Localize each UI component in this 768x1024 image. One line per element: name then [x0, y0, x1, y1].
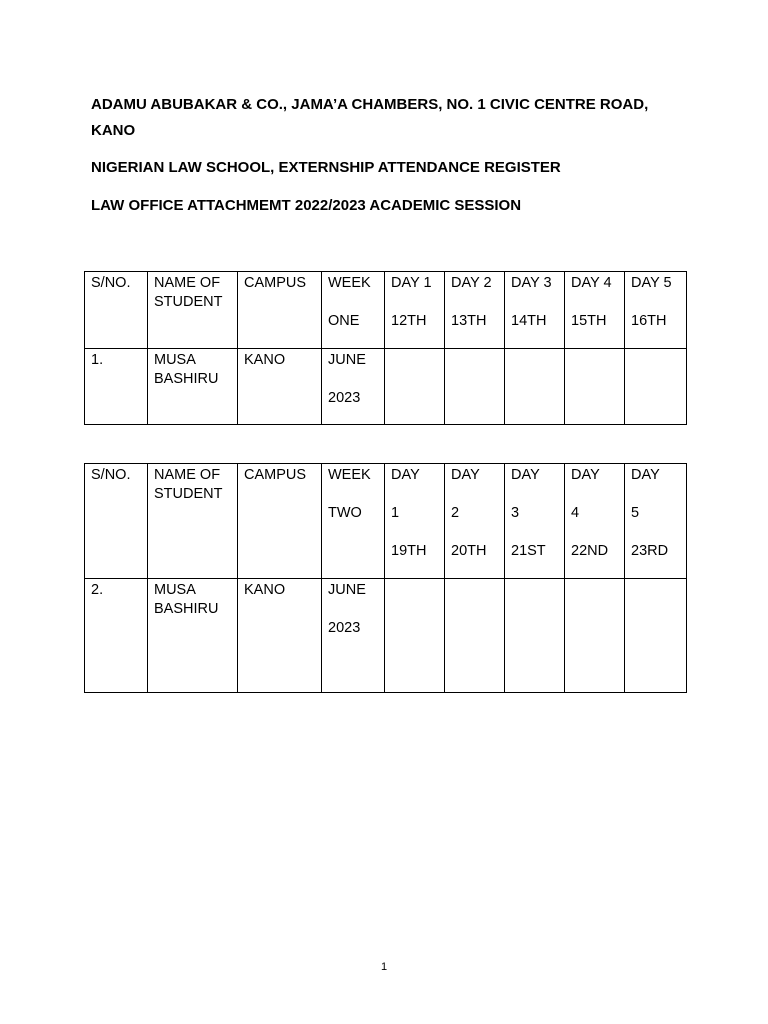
cell-day-2	[445, 349, 505, 425]
cell-week: JUNE 2023	[322, 349, 385, 425]
header-campus: CAMPUS	[238, 272, 322, 349]
cell-day-5	[625, 349, 687, 425]
page-number: 1	[380, 961, 388, 973]
session-title: LAW OFFICE ATTACHMEMT 2022/2023 ACADEMIC SESSION	[91, 197, 522, 214]
header-day-4: DAY 4 15TH	[565, 272, 625, 349]
cell-campus: KANO	[238, 579, 322, 693]
table-header-row	[85, 464, 687, 579]
header-sno: S/NO.	[85, 464, 148, 579]
header-campus: CAMPUS	[238, 464, 322, 579]
header-day-2: DAY 2 20TH	[445, 464, 505, 579]
cell-day-2	[445, 579, 505, 693]
table-row	[85, 349, 687, 425]
cell-sno: 2.	[85, 579, 148, 693]
header-day-3: DAY 3 21ST	[505, 464, 565, 579]
cell-day-1	[385, 579, 445, 693]
header-name: NAME OF STUDENT	[148, 272, 238, 349]
firm-address-line1: ADAMU ABUBAKAR & CO., JAMA’A CHAMBERS, NO. 1 CIVIC CENTRE ROAD,	[91, 96, 649, 113]
attendance-table-week-one	[84, 271, 687, 425]
cell-week: JUNE 2023	[322, 579, 385, 693]
cell-campus: KANO	[238, 349, 322, 425]
cell-student-name: MUSA BASHIRU	[148, 349, 238, 425]
cell-day-4	[565, 579, 625, 693]
header-day-3: DAY 3 14TH	[505, 272, 565, 349]
cell-day-1	[385, 349, 445, 425]
header-name: NAME OF STUDENT	[148, 464, 238, 579]
header-day-5: DAY 5 16TH	[625, 272, 687, 349]
table-header-row	[85, 272, 687, 349]
cell-student-name: MUSA BASHIRU	[148, 579, 238, 693]
table-row	[85, 579, 687, 693]
header-day-4: DAY 4 22ND	[565, 464, 625, 579]
header-week: WEEK ONE	[322, 272, 385, 349]
header-day-1: DAY 1 12TH	[385, 272, 445, 349]
cell-day-5	[625, 579, 687, 693]
firm-address-heading	[91, 92, 691, 144]
cell-sno: 1.	[85, 349, 148, 425]
header-week: WEEK TWO	[322, 464, 385, 579]
header-day-2: DAY 2 13TH	[445, 272, 505, 349]
register-title: NIGERIAN LAW SCHOOL, EXTERNSHIP ATTENDANCE REGISTER	[91, 159, 561, 176]
cell-day-3	[505, 579, 565, 693]
header-day-5: DAY 5 23RD	[625, 464, 687, 579]
firm-address-line2: KANO	[91, 122, 136, 139]
cell-day-4	[565, 349, 625, 425]
attendance-table-week-two	[84, 463, 687, 693]
cell-day-3	[505, 349, 565, 425]
header-day-1: DAY 1 19TH	[385, 464, 445, 579]
header-sno: S/NO.	[85, 272, 148, 349]
